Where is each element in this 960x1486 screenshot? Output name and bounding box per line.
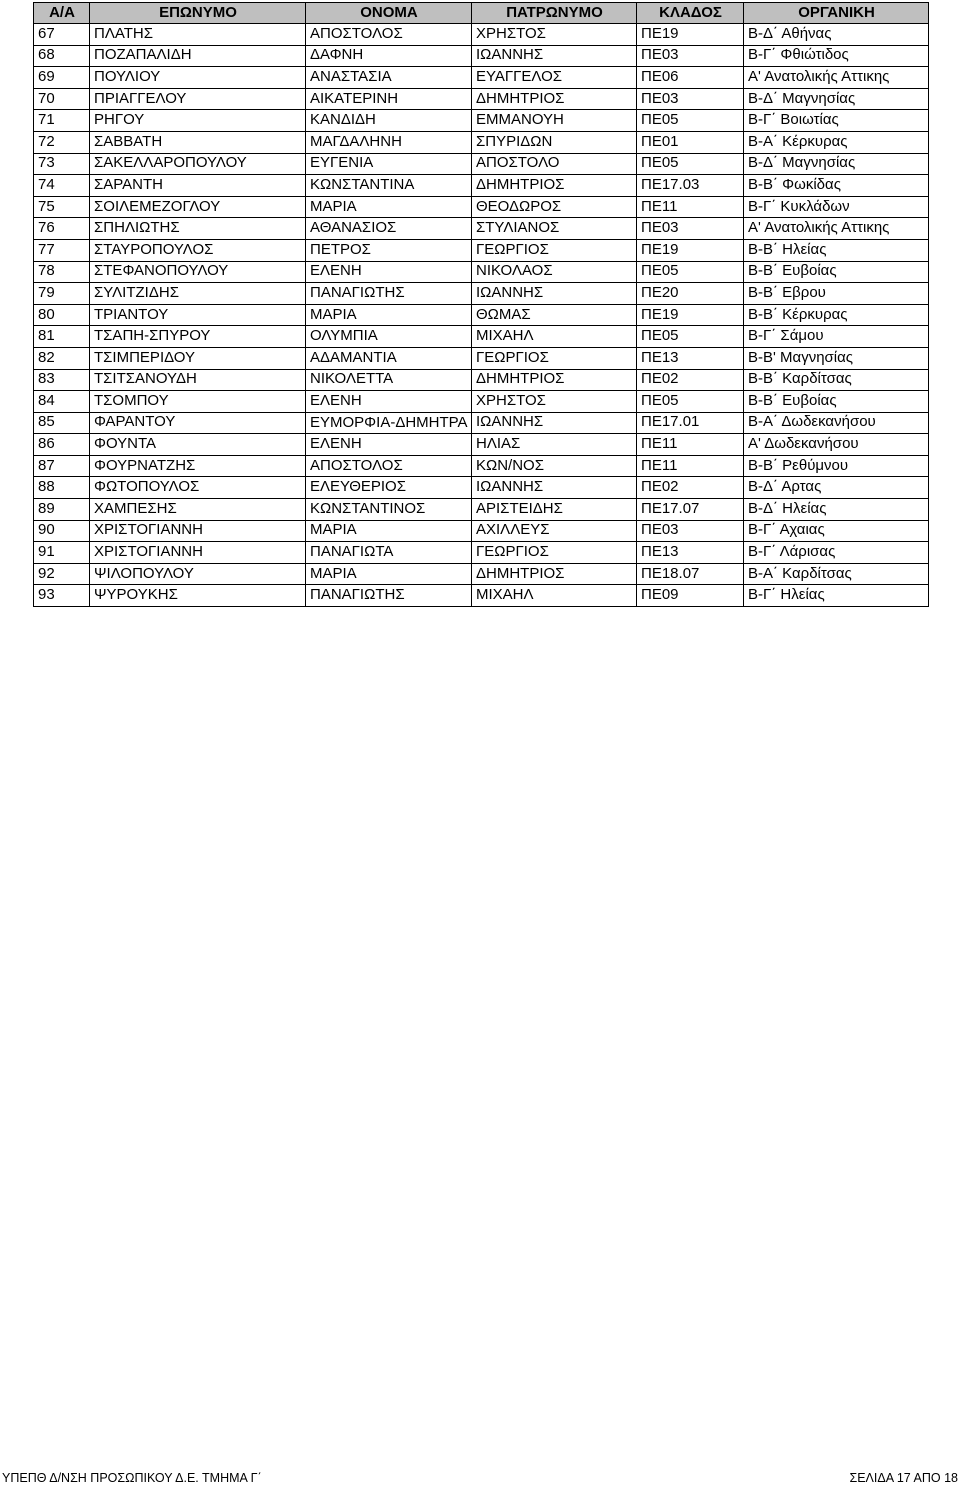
table-row bbox=[34, 239, 929, 261]
cell-specialty: ΠΕ13 bbox=[637, 347, 744, 369]
cell-specialty: ΠΕ06 bbox=[637, 67, 744, 89]
cell-aa: 89 bbox=[34, 499, 90, 521]
cell-aa: 72 bbox=[34, 131, 90, 153]
cell-surname: ΣΠΗΛΙΩΤΗΣ bbox=[90, 218, 306, 240]
cell-aa: 77 bbox=[34, 239, 90, 261]
cell-aa: 70 bbox=[34, 88, 90, 110]
cell-organic: Β-Δ΄ Αρτας bbox=[744, 477, 929, 499]
cell-name: ΠΕΤΡΟΣ bbox=[306, 239, 472, 261]
cell-specialty: ΠΕ05 bbox=[637, 391, 744, 413]
cell-aa: 82 bbox=[34, 347, 90, 369]
cell-specialty: ΠΕ17.07 bbox=[637, 499, 744, 521]
cell-organic: Β-Β΄ Ευβοίας bbox=[744, 261, 929, 283]
cell-patronymic: ΣΤΥΛΙΑΝΟΣ bbox=[472, 218, 637, 240]
cell-organic: Β-Α΄ Καρδίτσας bbox=[744, 563, 929, 585]
cell-aa: 71 bbox=[34, 110, 90, 132]
cell-specialty: ΠΕ13 bbox=[637, 542, 744, 564]
table-row bbox=[34, 304, 929, 326]
cell-surname: ΣΑΒΒΑΤΗ bbox=[90, 131, 306, 153]
cell-name: ΑΘΑΝΑΣΙΟΣ bbox=[306, 218, 472, 240]
cell-surname: ΦΟΥΡΝΑΤΖΗΣ bbox=[90, 455, 306, 477]
cell-surname: ΦΟΥΝΤΑ bbox=[90, 434, 306, 456]
cell-specialty: ΠΕ17.03 bbox=[637, 175, 744, 197]
cell-organic: Β-Β΄ Ηλείας bbox=[744, 239, 929, 261]
cell-surname: ΤΣΙΜΠΕΡΙΔΟΥ bbox=[90, 347, 306, 369]
cell-organic: Β-Γ΄ Φθιώτιδος bbox=[744, 45, 929, 67]
cell-name: ΑΝΑΣΤΑΣΙΑ bbox=[306, 67, 472, 89]
cell-name: ΠΑΝΑΓΙΩΤΗΣ bbox=[306, 283, 472, 305]
header-name: ΟΝΟΜΑ bbox=[306, 3, 472, 24]
header-row bbox=[34, 3, 929, 24]
staff-table bbox=[33, 2, 929, 607]
cell-organic: Β-Β΄ Ρεθύμνου bbox=[744, 455, 929, 477]
cell-surname: ΧΑΜΠΕΣΗΣ bbox=[90, 499, 306, 521]
header-surname: ΕΠΩΝΥΜΟ bbox=[90, 3, 306, 24]
cell-surname: ΣΟΙΛΕΜΕΖΟΓΛΟΥ bbox=[90, 196, 306, 218]
cell-specialty: ΠΕ02 bbox=[637, 477, 744, 499]
cell-aa: 90 bbox=[34, 520, 90, 542]
cell-specialty: ΠΕ03 bbox=[637, 88, 744, 110]
cell-patronymic: ΕΜΜΑΝΟΥΗ bbox=[472, 110, 637, 132]
table-row bbox=[34, 412, 929, 434]
table-row bbox=[34, 45, 929, 67]
cell-aa: 75 bbox=[34, 196, 90, 218]
cell-organic: Β-Γ΄ Ηλείας bbox=[744, 585, 929, 607]
cell-patronymic: ΗΛΙΑΣ bbox=[472, 434, 637, 456]
cell-name: ΕΛΕΝΗ bbox=[306, 261, 472, 283]
table-row bbox=[34, 542, 929, 564]
cell-name: ΜΑΡΙΑ bbox=[306, 520, 472, 542]
cell-specialty: ΠΕ17.01 bbox=[637, 412, 744, 434]
table-row bbox=[34, 110, 929, 132]
cell-specialty: ΠΕ02 bbox=[637, 369, 744, 391]
cell-name: ΑΠΟΣΤΟΛΟΣ bbox=[306, 455, 472, 477]
cell-surname: ΣΥΛΙΤΖΙΔΗΣ bbox=[90, 283, 306, 305]
cell-aa: 76 bbox=[34, 218, 90, 240]
table-row bbox=[34, 196, 929, 218]
table-row bbox=[34, 24, 929, 46]
cell-organic: Β-Γ΄ Αχαιας bbox=[744, 520, 929, 542]
table-row bbox=[34, 88, 929, 110]
cell-organic: Α' Ανατολικής Αττικης bbox=[744, 218, 929, 240]
cell-organic: Β-Β΄ Καρδίτσας bbox=[744, 369, 929, 391]
cell-patronymic: ΑΠΟΣΤΟΛΟ bbox=[472, 153, 637, 175]
cell-patronymic: ΝΙΚΟΛΑΟΣ bbox=[472, 261, 637, 283]
cell-specialty: ΠΕ19 bbox=[637, 304, 744, 326]
table-row bbox=[34, 391, 929, 413]
cell-patronymic: ΓΕΩΡΓΙΟΣ bbox=[472, 542, 637, 564]
cell-aa: 92 bbox=[34, 563, 90, 585]
cell-organic: Β-Γ΄ Βοιωτίας bbox=[744, 110, 929, 132]
cell-patronymic: ΙΩΑΝΝΗΣ bbox=[472, 45, 637, 67]
cell-name: ΑΔΑΜΑΝΤΙΑ bbox=[306, 347, 472, 369]
table-row bbox=[34, 455, 929, 477]
cell-organic: Β-Δ΄ Μαγνησίας bbox=[744, 153, 929, 175]
cell-specialty: ΠΕ03 bbox=[637, 45, 744, 67]
cell-surname: ΤΡΙΑΝΤΟΥ bbox=[90, 304, 306, 326]
cell-name: ΠΑΝΑΓΙΩΤΗΣ bbox=[306, 585, 472, 607]
cell-surname: ΨΙΛΟΠΟΥΛΟΥ bbox=[90, 563, 306, 585]
table-row bbox=[34, 347, 929, 369]
cell-name: ΚΩΝΣΤΑΝΤΙΝΑ bbox=[306, 175, 472, 197]
cell-name: ΕΥΓΕΝΙΑ bbox=[306, 153, 472, 175]
table-row bbox=[34, 520, 929, 542]
cell-patronymic: ΙΩΑΝΝΗΣ bbox=[472, 283, 637, 305]
cell-aa: 84 bbox=[34, 391, 90, 413]
cell-patronymic: ΣΠΥΡΙΔΩΝ bbox=[472, 131, 637, 153]
cell-organic: Β-Γ΄ Κυκλάδων bbox=[744, 196, 929, 218]
table-row bbox=[34, 477, 929, 499]
cell-patronymic: ΙΩΑΝΝΗΣ bbox=[472, 412, 637, 434]
cell-specialty: ΠΕ05 bbox=[637, 261, 744, 283]
cell-surname: ΠΟΥΛΙΟΥ bbox=[90, 67, 306, 89]
cell-name: ΝΙΚΟΛΕΤΤΑ bbox=[306, 369, 472, 391]
cell-organic: Β-Α΄ Δωδεκανήσου bbox=[744, 412, 929, 434]
cell-specialty: ΠΕ03 bbox=[637, 218, 744, 240]
cell-name: ΕΥΜΟΡΦΙΑ-​ΔΗΜΗΤΡΑ bbox=[306, 412, 472, 434]
cell-patronymic: ΑΡΙΣΤΕΙΔΗΣ bbox=[472, 499, 637, 521]
cell-name: ΚΑΝΔΙΔΗ bbox=[306, 110, 472, 132]
cell-name: ΕΛΕΝΗ bbox=[306, 391, 472, 413]
cell-aa: 87 bbox=[34, 455, 90, 477]
cell-specialty: ΠΕ05 bbox=[637, 326, 744, 348]
cell-aa: 74 bbox=[34, 175, 90, 197]
cell-specialty: ΠΕ19 bbox=[637, 239, 744, 261]
cell-patronymic: ΜΙΧΑΗΛ bbox=[472, 585, 637, 607]
table-header bbox=[34, 3, 929, 24]
cell-patronymic: ΔΗΜΗΤΡΙΟΣ bbox=[472, 175, 637, 197]
footer-page-number: ΣΕΛΙΔΑ 17 ΑΠΟ 18 bbox=[849, 1471, 958, 1485]
cell-surname: ΤΣΙΤΣΑΝΟΥΔΗ bbox=[90, 369, 306, 391]
header-specialty: ΚΛΑΔΟΣ bbox=[637, 3, 744, 24]
cell-organic: Β-Β΄ Κέρκυρας bbox=[744, 304, 929, 326]
header-patronymic: ΠΑΤΡΩΝΥΜΟ bbox=[472, 3, 637, 24]
cell-surname: ΧΡΙΣΤΟΓΙΑΝΝΗ bbox=[90, 542, 306, 564]
cell-name: ΜΑΓΔΑΛΗΝΗ bbox=[306, 131, 472, 153]
cell-aa: 88 bbox=[34, 477, 90, 499]
cell-organic: Β-Δ΄ Μαγνησίας bbox=[744, 88, 929, 110]
header-aa: Α/Α bbox=[34, 3, 90, 24]
cell-organic: Β-Β΄ Εβρου bbox=[744, 283, 929, 305]
cell-aa: 78 bbox=[34, 261, 90, 283]
cell-aa: 67 bbox=[34, 24, 90, 46]
cell-organic: Β-Δ΄ Ηλείας bbox=[744, 499, 929, 521]
table-body bbox=[34, 24, 929, 607]
cell-name: ΑΠΟΣΤΟΛΟΣ bbox=[306, 24, 472, 46]
cell-surname: ΣΑΡΑΝΤΗ bbox=[90, 175, 306, 197]
cell-name: ΜΑΡΙΑ bbox=[306, 196, 472, 218]
cell-name: ΠΑΝΑΓΙΩΤΑ bbox=[306, 542, 472, 564]
table-row bbox=[34, 67, 929, 89]
cell-specialty: ΠΕ19 bbox=[637, 24, 744, 46]
cell-specialty: ΠΕ05 bbox=[637, 110, 744, 132]
cell-surname: ΦΑΡΑΝΤΟΥ bbox=[90, 412, 306, 434]
cell-patronymic: ΙΩΑΝΝΗΣ bbox=[472, 477, 637, 499]
cell-organic: Β-Γ΄ Σάμου bbox=[744, 326, 929, 348]
cell-organic: Α' Ανατολικής Αττικης bbox=[744, 67, 929, 89]
cell-surname: ΦΩΤΟΠΟΥΛΟΣ bbox=[90, 477, 306, 499]
cell-name: ΑΙΚΑΤΕΡΙΝΗ bbox=[306, 88, 472, 110]
cell-patronymic: ΘΩΜΑΣ bbox=[472, 304, 637, 326]
cell-patronymic: ΧΡΗΣΤΟΣ bbox=[472, 24, 637, 46]
cell-surname: ΠΡΙΑΓΓΕΛΟΥ bbox=[90, 88, 306, 110]
cell-patronymic: ΚΩΝ/ΝΟΣ bbox=[472, 455, 637, 477]
cell-patronymic: ΜΙΧΑΗΛ bbox=[472, 326, 637, 348]
cell-aa: 81 bbox=[34, 326, 90, 348]
cell-surname: ΧΡΙΣΤΟΓΙΑΝΝΗ bbox=[90, 520, 306, 542]
cell-surname: ΨΥΡΟΥΚΗΣ bbox=[90, 585, 306, 607]
cell-specialty: ΠΕ20 bbox=[637, 283, 744, 305]
cell-name: ΕΛΕΥΘΕΡΙΟΣ bbox=[306, 477, 472, 499]
table-row bbox=[34, 153, 929, 175]
cell-organic: Β-Β' Μαγνησίας bbox=[744, 347, 929, 369]
cell-organic: Α' Δωδεκανήσου bbox=[744, 434, 929, 456]
cell-patronymic: ΧΡΗΣΤΟΣ bbox=[472, 391, 637, 413]
cell-aa: 85 bbox=[34, 412, 90, 434]
cell-surname: ΤΣΑΠΗ-ΣΠΥΡΟΥ bbox=[90, 326, 306, 348]
cell-specialty: ΠΕ01 bbox=[637, 131, 744, 153]
cell-aa: 80 bbox=[34, 304, 90, 326]
cell-surname: ΣΑΚΕΛΛΑΡΟΠΟΥΛΟΥ bbox=[90, 153, 306, 175]
table-row bbox=[34, 283, 929, 305]
cell-specialty: ΠΕ09 bbox=[637, 585, 744, 607]
cell-name: ΟΛΥΜΠΙΑ bbox=[306, 326, 472, 348]
table-row bbox=[34, 499, 929, 521]
cell-aa: 93 bbox=[34, 585, 90, 607]
cell-patronymic: ΑΧΙΛΛΕΥΣ bbox=[472, 520, 637, 542]
cell-organic: Β-Δ΄ Αθήνας bbox=[744, 24, 929, 46]
cell-patronymic: ΕΥΑΓΓΕΛΟΣ bbox=[472, 67, 637, 89]
cell-aa: 86 bbox=[34, 434, 90, 456]
footer-department: ΥΠΕΠΘ Δ/ΝΣΗ ΠΡΟΣΩΠΙΚΟΥ Δ.Ε. ΤΜΗΜΑ Γ΄ bbox=[2, 1471, 262, 1485]
table-row bbox=[34, 175, 929, 197]
table-row bbox=[34, 131, 929, 153]
cell-patronymic: ΔΗΜΗΤΡΙΟΣ bbox=[472, 88, 637, 110]
table-row bbox=[34, 563, 929, 585]
cell-surname: ΡΗΓΟΥ bbox=[90, 110, 306, 132]
cell-organic: Β-Α΄ Κέρκυρας bbox=[744, 131, 929, 153]
cell-aa: 73 bbox=[34, 153, 90, 175]
cell-aa: 69 bbox=[34, 67, 90, 89]
cell-aa: 91 bbox=[34, 542, 90, 564]
cell-name: ΜΑΡΙΑ bbox=[306, 563, 472, 585]
cell-name: ΜΑΡΙΑ bbox=[306, 304, 472, 326]
cell-surname: ΣΤΕΦΑΝΟΠΟΥΛΟΥ bbox=[90, 261, 306, 283]
cell-surname: ΠΛΑΤΗΣ bbox=[90, 24, 306, 46]
cell-name: ΕΛΕΝΗ bbox=[306, 434, 472, 456]
cell-patronymic: ΘΕΟΔΩΡΟΣ bbox=[472, 196, 637, 218]
cell-name: ΔΑΦΝΗ bbox=[306, 45, 472, 67]
cell-specialty: ΠΕ05 bbox=[637, 153, 744, 175]
cell-specialty: ΠΕ11 bbox=[637, 455, 744, 477]
cell-specialty: ΠΕ11 bbox=[637, 434, 744, 456]
cell-surname: ΠΟΖΑΠΑΛΙΔΗ bbox=[90, 45, 306, 67]
cell-specialty: ΠΕ11 bbox=[637, 196, 744, 218]
cell-organic: Β-Γ΄ Λάρισας bbox=[744, 542, 929, 564]
cell-patronymic: ΓΕΩΡΓΙΟΣ bbox=[472, 347, 637, 369]
cell-specialty: ΠΕ03 bbox=[637, 520, 744, 542]
cell-surname: ΤΣΟΜΠΟΥ bbox=[90, 391, 306, 413]
header-organic: ΟΡΓΑΝΙΚΗ bbox=[744, 3, 929, 24]
cell-surname: ΣΤΑΥΡΟΠΟΥΛΟΣ bbox=[90, 239, 306, 261]
table-row bbox=[34, 326, 929, 348]
table-row bbox=[34, 218, 929, 240]
cell-patronymic: ΔΗΜΗΤΡΙΟΣ bbox=[472, 369, 637, 391]
cell-name: ΚΩΝΣΤΑΝΤΙΝΟΣ bbox=[306, 499, 472, 521]
cell-specialty: ΠΕ18.07 bbox=[637, 563, 744, 585]
table-row bbox=[34, 261, 929, 283]
cell-aa: 83 bbox=[34, 369, 90, 391]
table-row bbox=[34, 434, 929, 456]
table-row bbox=[34, 585, 929, 607]
cell-aa: 79 bbox=[34, 283, 90, 305]
cell-aa: 68 bbox=[34, 45, 90, 67]
cell-organic: Β-Β΄ Φωκίδας bbox=[744, 175, 929, 197]
cell-organic: Β-Β΄ Ευβοίας bbox=[744, 391, 929, 413]
table-row bbox=[34, 369, 929, 391]
cell-patronymic: ΔΗΜΗΤΡΙΟΣ bbox=[472, 563, 637, 585]
cell-patronymic: ΓΕΩΡΓΙΟΣ bbox=[472, 239, 637, 261]
